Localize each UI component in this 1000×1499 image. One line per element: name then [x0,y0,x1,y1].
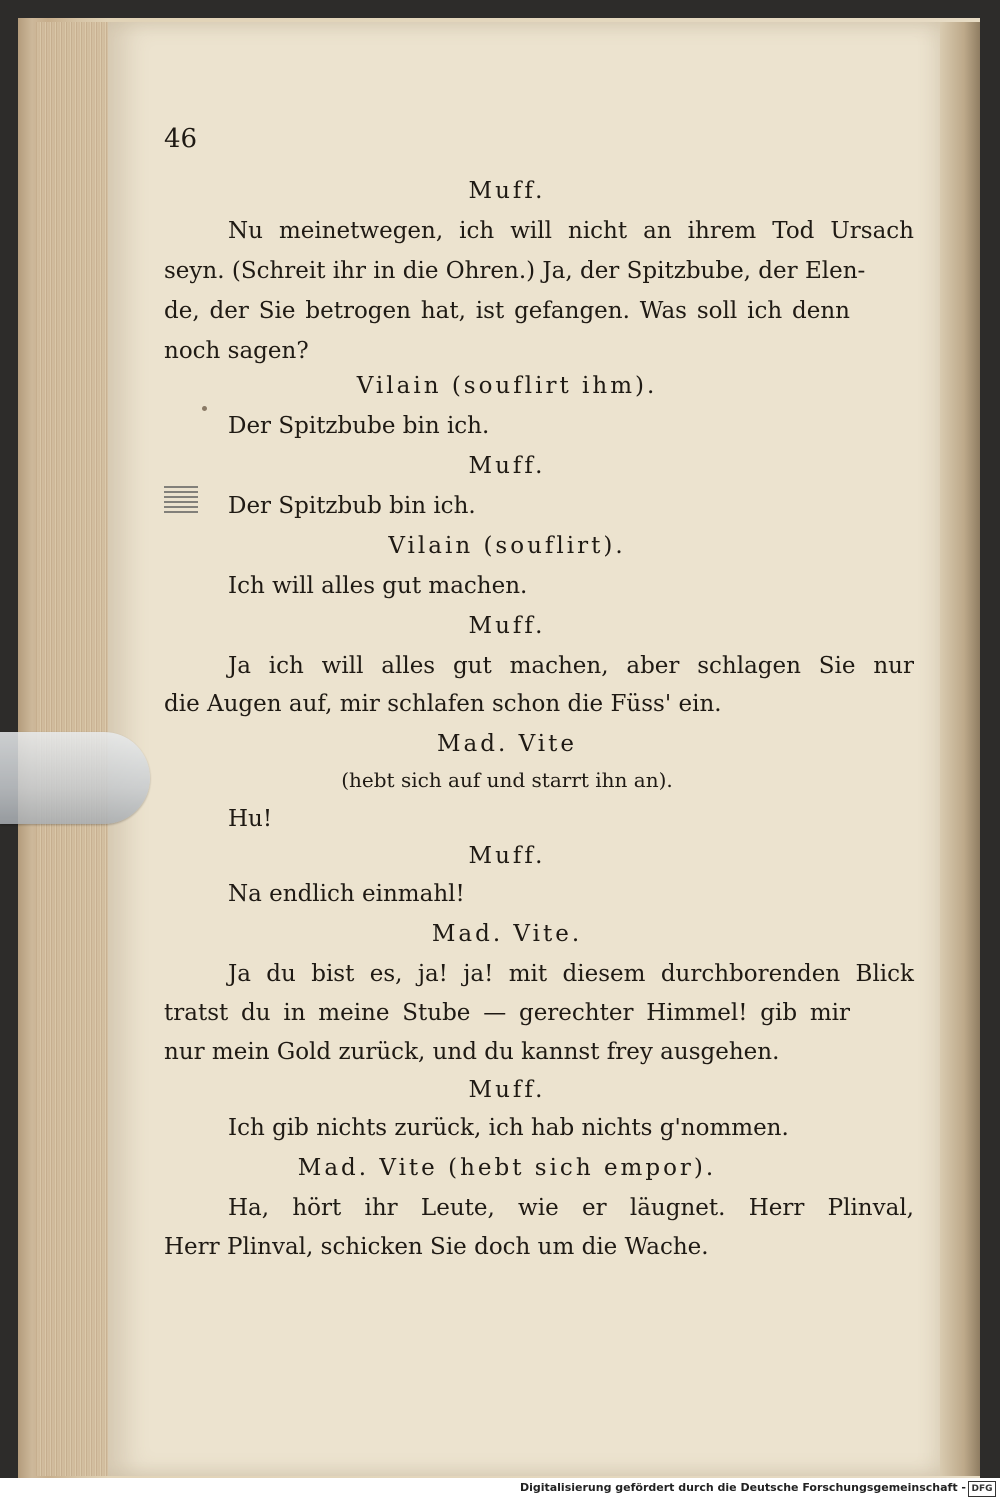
stage-direction: (hebt sich auf und starrt ihn an). [341,768,673,792]
speaker-line: Muff. [468,1077,546,1103]
text-line: seyn. (Schreit ihr in die Ohren.) Ja, der Spitzbube, der Elen- [164,258,866,284]
speaker-line: Muff. [468,178,546,204]
speaker-line: Mad. Vite (hebt sich empor). [297,1155,717,1181]
text-line: Ich gib nichts zurück, ich hab nichts g'nommen. [228,1115,789,1141]
text-line: Na endlich einmahl! [228,881,465,907]
speaker-line: Vilain (souflirt ihm). [356,373,658,399]
text-line: Der Spitzbube bin ich. [228,413,490,439]
text-line: Ja ich will alles gut machen, aber schlagen Sie nur [228,653,914,679]
dfg-logo: DFG [968,1481,996,1497]
text-line: noch sagen? [164,338,309,364]
text-line: Nu meinetwegen, ich will nicht an ihrem Tod Ursach [228,218,914,244]
page-number: 46 [164,124,198,154]
text-line: Der Spitzbub bin ich. [228,493,476,519]
speaker-line: Mad. Vite [436,731,578,757]
page-gutter [940,22,980,1476]
text-line: nur mein Gold zurück, und du kannst frey ausgehen. [164,1039,780,1065]
page-marker-tab [0,732,150,824]
speaker-line: Muff. [468,843,546,869]
text-line: Ha, hört ihr Leute, wie er läugnet. Herr Plinval, [228,1195,914,1221]
text-line: tratst du in meine Stube — gerechter Himmel! gib mir [164,1000,850,1026]
funding-credit: Digitalisierung gefördert durch die Deutsche Forschungsgemeinschaft - [519,1481,966,1494]
speaker-line: Muff. [468,613,546,639]
text-line: Herr Plinval, schicken Sie doch um die Wache. [164,1234,709,1260]
text-line: de, der Sie betrogen hat, ist gefangen. Was soll ich denn [164,298,850,324]
speaker-line: Muff. [468,453,546,479]
text-line: Ja du bist es, ja! ja! mit diesem durchborenden Blick [228,961,914,987]
text-line: Ich will alles gut machen. [228,573,528,599]
text-line: die Augen auf, mir schlafen schon die Füss' ein. [164,691,722,717]
speaker-line: Mad. Vite. [431,921,583,947]
text-line: Hu! [228,806,273,832]
speaker-line: Vilain (souflirt). [388,533,626,559]
ink-spot [202,406,207,411]
